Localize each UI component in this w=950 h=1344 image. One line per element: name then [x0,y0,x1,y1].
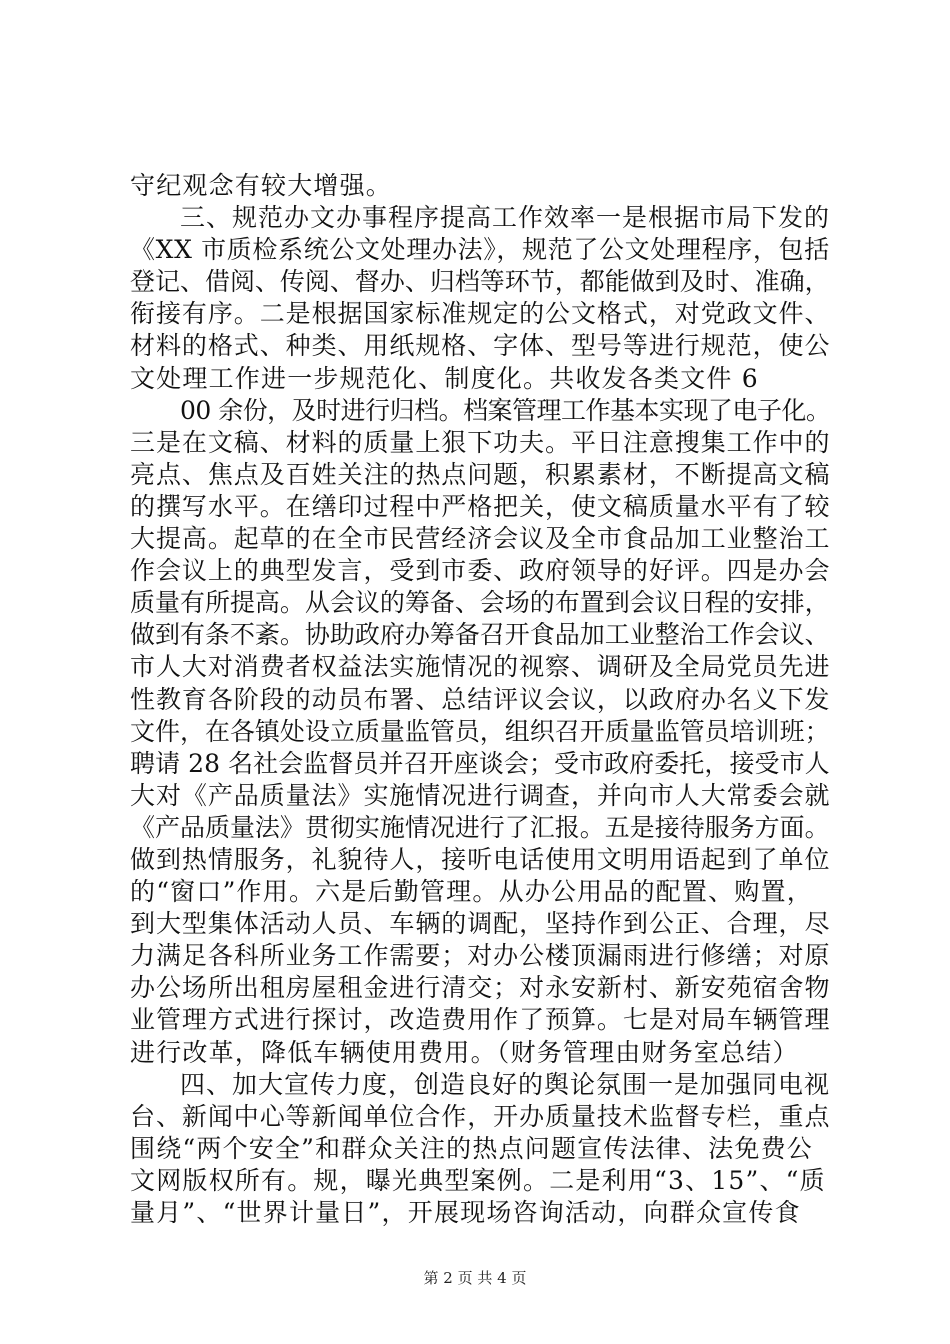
text-line: 性教育各阶段的动员布署、总结评议会议，以政府办名义下发 [130,684,831,714]
text-line: 守纪观念有较大增强。 [130,171,393,200]
text-line: 三是在文稿、材料的质量上狠下功夫。平日注意搜集工作中的 [130,427,831,457]
page-number-footer: 第 2 页 共 4 页 [423,1269,527,1287]
text-line: 文件，在各镇处设立质量监管员，组织召开质量监管员培训班； [130,716,830,746]
text-line: 进行改革，降低车辆使用费用。（财务管理由财务室总结） [130,1037,799,1067]
text-line: 衔接有序。二是根据国家标准规定的公文格式，对党政文件、 [130,299,831,329]
text-line: 的“窗口”作用。六是后勤管理。从办公用品的配置、购置， [130,877,813,907]
text-line: 到大型集体活动人员、车辆的调配，坚持作到公正、合理，尽 [130,909,831,939]
text-line: 大对《产品质量法》实施情况进行调查，并向市人大常委会就 [130,780,831,810]
document-body [130,170,830,1229]
text-line: 做到有条不紊。协助政府办筹备召开食品加工业整治工作会议、 [130,620,830,650]
text-line: 的撰写水平。在缮印过程中严格把关，使文稿质量水平有了较 [130,491,831,521]
text-line: 亮点、焦点及百姓关注的热点问题，积累素材，不断提高文稿 [130,459,831,489]
text-line: 办公场所出租房屋租金进行清交；对永安新村、新安苑宿舍物 [130,973,831,1003]
text-line: 四、加大宣传力度，创造良好的舆论氛围一是加强同电视 [180,1069,831,1099]
text-line: 登记、借阅、传阅、督办、归档等环节，都能做到及时、准确， [130,267,830,297]
text-line: 材料的格式、种类、用纸规格、字体、型号等进行规范，使公 [130,331,831,361]
text-line: 聘请 28 名社会监督员并召开座谈会；受市政府委托，接受市人 [130,748,830,778]
text-line: 文处理工作进一步规范化、制度化。共收发各类文件 6 [130,363,759,393]
text-line: 台、新闻中心等新闻单位合作，开办质量技术监督专栏，重点 [130,1101,831,1131]
text-line: 文网版权所有。规，曝光典型案例。二是利用“3、15”、“质 [130,1165,826,1195]
text-line: 围绕“两个安全”和群众关注的热点问题宣传法律、法免费公 [130,1133,813,1163]
text-line: 业管理方式进行探讨，改造费用作了预算。七是对局车辆管理 [130,1005,831,1035]
text-line: 市人大对消费者权益法实施情况的视察、调研及全局党员先进 [130,652,831,682]
text-line: 量月”、“世界计量日”，开展现场咨询活动，向群众宣传食 [130,1198,801,1227]
text-line: 大提高。起草的在全市民营经济会议及全市食品加工业整治工 [130,524,831,554]
text-line: 《产品质量法》贯彻实施情况进行了汇报。五是接待服务方面。 [130,812,830,842]
text-line: 三、规范办文办事程序提高工作效率一是根据市局下发的 [180,203,831,233]
text-line: 《XX 市质检系统公文处理办法》，规范了公文处理程序，包括 [130,235,830,265]
text-line: 质量有所提高。从会议的筹备、会场的布置到会议日程的安排， [130,588,830,618]
text-line: 力满足各科所业务工作需要；对办公楼顶漏雨进行修缮；对原 [130,941,831,971]
text-line: 做到热情服务，礼貌待人，接听电话使用文明用语起到了单位 [130,844,831,874]
text-line: 作会议上的典型发言，受到市委、政府领导的好评。四是办会 [130,556,831,586]
text-line: 00 余份，及时进行归档。档案管理工作基本实现了电子化。 [180,395,831,425]
